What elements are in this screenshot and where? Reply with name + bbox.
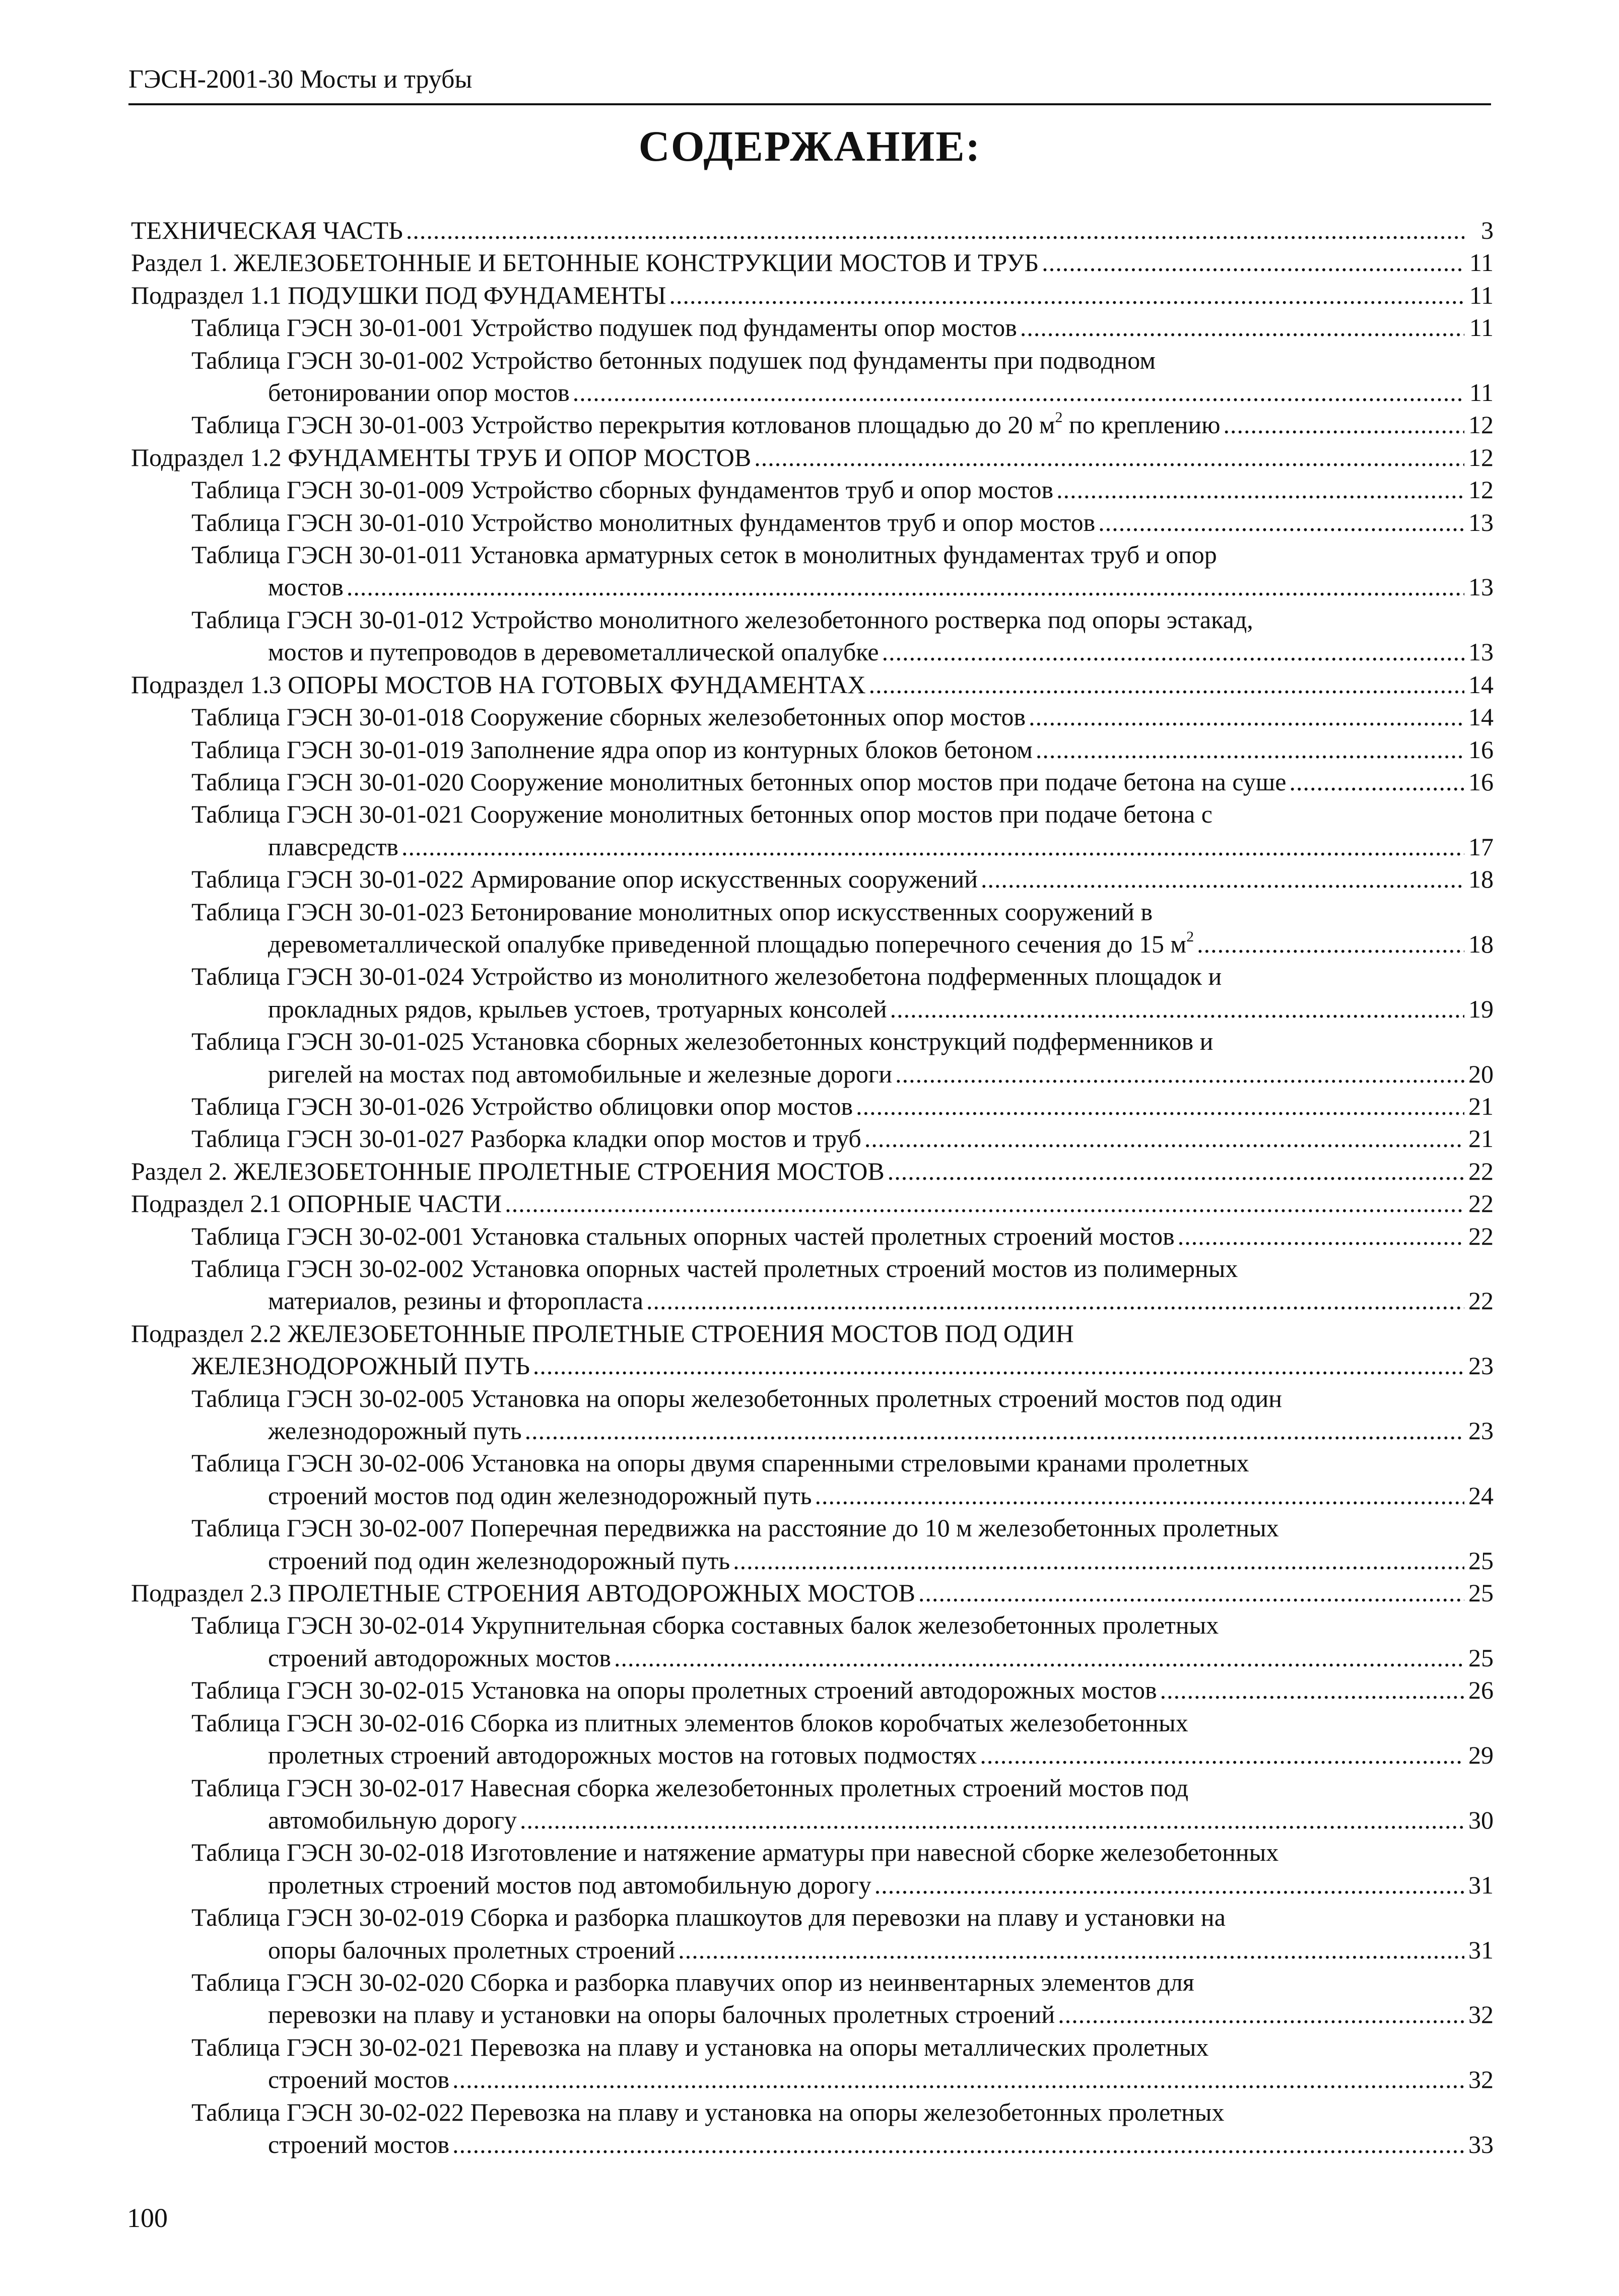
toc-line bbox=[131, 311, 1494, 344]
toc-line bbox=[131, 1479, 1494, 1512]
toc-entry-title: Подраздел 2.1 ОПОРНЫЕ ЧАСТИ bbox=[131, 1189, 502, 1218]
toc-line bbox=[131, 1512, 1494, 1544]
toc-section-entry bbox=[131, 1577, 1494, 1609]
toc-entry-title: Таблица ГЭСН 30-01-003 Устройство перекрытия котлованов площадью до 20 $м^2$ по креплению bbox=[191, 409, 1221, 439]
toc-line bbox=[131, 1252, 1494, 1285]
toc-entry-title: Таблица ГЭСН 30-01-012 Устройство монолитного железобетонного ростверка под опоры эстакад, bbox=[191, 605, 1253, 634]
toc-line bbox=[131, 1382, 1494, 1414]
toc-line bbox=[131, 1772, 1494, 1804]
toc-line bbox=[131, 1998, 1494, 2031]
toc-entry-title: Раздел 1. ЖЕЛЕЗОБЕТОННЫЕ И БЕТОННЫЕ КОНСТРУКЦИИ МОСТОВ И ТРУБ bbox=[131, 248, 1039, 277]
toc-dot-leader bbox=[401, 831, 1464, 863]
toc-entry-title: Таблица ГЭСН 30-02-007 Поперечная передвижка на расстояние до 10 м железобетонных пролетных bbox=[191, 1514, 1279, 1542]
toc-dot-leader bbox=[573, 376, 1464, 409]
toc-line bbox=[131, 1674, 1494, 1706]
toc-line bbox=[131, 1869, 1494, 1901]
toc-dot-leader bbox=[406, 214, 1464, 246]
toc-entry-title: Таблица ГЭСН 30-02-006 Установка на опоры двумя спаренными стреловыми кранами пролетных bbox=[191, 1449, 1249, 1477]
toc-dot-leader bbox=[895, 1058, 1464, 1090]
toc-line bbox=[131, 1285, 1494, 1317]
toc-entry-title: Таблица ГЭСН 30-01-001 Устройство подушек под фундаменты опор мостов bbox=[191, 313, 1017, 342]
toc-line bbox=[131, 1090, 1494, 1122]
toc-entry-title: Таблица ГЭСН 30-02-018 Изготовление и натяжение арматуры при навесной сборке железобетонных bbox=[191, 1838, 1279, 1867]
toc-page-number: 22 bbox=[1468, 1222, 1494, 1250]
toc-line bbox=[131, 636, 1494, 668]
toc-table-entry bbox=[131, 1025, 1494, 1090]
toc-line bbox=[131, 1804, 1494, 1836]
toc-page-number: 16 bbox=[1468, 735, 1494, 764]
toc-table-entry bbox=[131, 409, 1494, 441]
toc-line bbox=[131, 993, 1494, 1025]
toc-line bbox=[131, 603, 1494, 636]
toc-entry-title: Таблица ГЭСН 30-01-019 Заполнение ядра опор из контурных блоков бетоном bbox=[191, 735, 1033, 764]
toc-dot-leader bbox=[1224, 409, 1464, 441]
toc-dot-leader bbox=[347, 571, 1464, 603]
toc-line bbox=[131, 1577, 1494, 1609]
toc-entry-title: Таблица ГЭСН 30-01-009 Устройство сборных фундаментов труб и опор мостов bbox=[191, 476, 1054, 504]
toc-dot-leader bbox=[1290, 766, 1465, 798]
toc-line bbox=[131, 1058, 1494, 1090]
toc-section-entry bbox=[131, 1317, 1494, 1382]
toc-dot-leader bbox=[1020, 311, 1464, 344]
toc-table-entry bbox=[131, 1090, 1494, 1122]
toc-page-number: 12 bbox=[1468, 411, 1494, 439]
toc-entry-title: Таблица ГЭСН 30-02-017 Навесная сборка железобетонных пролетных строений мостов под bbox=[191, 1773, 1189, 1802]
toc-entry-title: строений автодорожных мостов bbox=[268, 1643, 612, 1672]
toc-table-entry bbox=[131, 1966, 1494, 2031]
toc-dot-leader bbox=[856, 1090, 1464, 1122]
toc-table-entry bbox=[131, 960, 1494, 1025]
toc-entry-title: строений мостов bbox=[268, 2130, 450, 2158]
toc-line bbox=[131, 928, 1494, 960]
toc-dot-leader bbox=[1036, 733, 1464, 766]
toc-page-number: 14 bbox=[1468, 703, 1494, 731]
header-rule bbox=[128, 103, 1491, 105]
toc-line bbox=[131, 668, 1494, 701]
toc-page-number: 18 bbox=[1468, 865, 1494, 894]
toc-entry-title: пролетных строений автодорожных мостов на готовых подмостях bbox=[268, 1741, 977, 1770]
toc-entry-title: бетонировании опор мостов bbox=[268, 378, 570, 407]
toc-entry-title: пролетных строений мостов под автомобильную дорогу bbox=[268, 1870, 871, 1899]
toc-table-entry bbox=[131, 1836, 1494, 1901]
toc-table-entry bbox=[131, 1901, 1494, 1966]
toc-page-number: 11 bbox=[1469, 248, 1494, 277]
toc-dot-leader bbox=[533, 1349, 1464, 1382]
toc-entry-title: ТЕХНИЧЕСКАЯ ЧАСТЬ bbox=[131, 216, 403, 244]
toc-line bbox=[131, 409, 1494, 441]
toc-page-number: 12 bbox=[1468, 443, 1494, 471]
toc-entry-title: Таблица ГЭСН 30-02-002 Установка опорных частей пролетных строений мостов из полимерных bbox=[191, 1254, 1238, 1282]
toc-entry-title: строений мостов под один железнодорожный путь bbox=[268, 1481, 812, 1510]
toc-dot-leader bbox=[888, 1155, 1464, 1187]
toc-line bbox=[131, 441, 1494, 474]
toc-table-entry bbox=[131, 474, 1494, 506]
toc-entry-title: прокладных рядов, крыльев устоев, тротуарных консолей bbox=[268, 994, 887, 1023]
toc-line bbox=[131, 1155, 1494, 1187]
toc-section-entry bbox=[131, 214, 1494, 246]
toc-section-entry bbox=[131, 668, 1494, 701]
toc-entry-title: Таблица ГЭСН 30-02-015 Установка на опоры пролетных строений автодорожных мостов bbox=[191, 1676, 1157, 1705]
toc-dot-leader bbox=[890, 993, 1464, 1025]
toc-page-number: 31 bbox=[1468, 1870, 1494, 1899]
toc-page-number: 13 bbox=[1468, 638, 1494, 666]
toc-line bbox=[131, 1901, 1494, 1933]
toc-dot-leader bbox=[1098, 506, 1464, 538]
toc-dot-leader bbox=[864, 1122, 1464, 1155]
toc-page-number: 11 bbox=[1469, 281, 1494, 309]
toc-dot-leader bbox=[452, 2063, 1464, 2096]
toc-entry-title: Таблица ГЭСН 30-02-021 Перевозка на плаву и установка на опоры металлических пролетных bbox=[191, 2033, 1209, 2061]
toc-dot-leader bbox=[505, 1187, 1464, 1220]
toc-dot-leader bbox=[1056, 474, 1464, 506]
toc-table-entry bbox=[131, 1447, 1494, 1512]
toc-table-entry bbox=[131, 311, 1494, 344]
page-number: 100 bbox=[127, 2203, 168, 2233]
toc-dot-leader bbox=[678, 1934, 1464, 1966]
toc-dot-leader bbox=[980, 1739, 1464, 1771]
toc-section-entry bbox=[131, 441, 1494, 474]
toc-entry-title: Таблица ГЭСН 30-01-010 Устройство монолитных фундаментов труб и опор мостов bbox=[191, 508, 1096, 536]
toc-page-number: 21 bbox=[1468, 1092, 1494, 1120]
toc-page-number: 11 bbox=[1469, 313, 1494, 342]
toc-dot-leader bbox=[646, 1285, 1464, 1317]
toc-table-entry bbox=[131, 896, 1494, 961]
toc-table-entry bbox=[131, 1772, 1494, 1837]
toc-page-number: 29 bbox=[1468, 1741, 1494, 1770]
toc-dot-leader bbox=[874, 1869, 1464, 1901]
toc-page-number: 22 bbox=[1468, 1157, 1494, 1185]
toc-entry-title: Раздел 2. ЖЕЛЕЗОБЕТОННЫЕ ПРОЛЕТНЫЕ СТРОЕНИЯ МОСТОВ bbox=[131, 1157, 885, 1185]
toc-entry-title: Таблица ГЭСН 30-01-025 Установка сборных железобетонных конструкций подферменников и bbox=[191, 1027, 1213, 1056]
toc-page-number: 16 bbox=[1468, 767, 1494, 796]
toc-entry-title: железнодорожный путь bbox=[268, 1416, 522, 1445]
toc-line bbox=[131, 766, 1494, 798]
toc-page-number: 13 bbox=[1468, 508, 1494, 536]
toc-dot-leader bbox=[1197, 928, 1464, 960]
toc-table-entry bbox=[131, 1674, 1494, 1706]
toc-page-number: 23 bbox=[1468, 1352, 1494, 1380]
toc-line bbox=[131, 1966, 1494, 1998]
toc-entry-title: Таблица ГЭСН 30-01-021 Сооружение монолитных бетонных опор мостов при подаче бетона с bbox=[191, 800, 1213, 829]
toc-page-number: 14 bbox=[1468, 670, 1494, 699]
toc-table-entry bbox=[131, 603, 1494, 668]
toc-entry-title: Таблица ГЭСН 30-01-023 Бетонирование монолитных опор искусственных сооружений в bbox=[191, 897, 1153, 926]
toc-line bbox=[131, 474, 1494, 506]
toc-line bbox=[131, 1187, 1494, 1220]
toc-dot-leader bbox=[981, 863, 1464, 895]
toc-line bbox=[131, 1349, 1494, 1382]
toc-entry-title: перевозки на плаву и установки на опоры балочных пролетных строений bbox=[268, 2000, 1055, 2029]
toc-page-number: 22 bbox=[1468, 1189, 1494, 1218]
toc-line bbox=[131, 1739, 1494, 1771]
toc-dot-leader bbox=[669, 279, 1464, 311]
toc-section-entry bbox=[131, 279, 1494, 311]
toc-entry-title: Таблица ГЭСН 30-02-014 Укрупнительная сборка составных балок железобетонных пролетных bbox=[191, 1611, 1219, 1640]
toc-entry-title: Таблица ГЭСН 30-01-020 Сооружение монолитных бетонных опор мостов при подаче бетона на суше bbox=[191, 767, 1287, 796]
toc-entry-title: Подраздел 1.3 ОПОРЫ МОСТОВ НА ГОТОВЫХ ФУНДАМЕНТАХ bbox=[131, 670, 866, 699]
toc-page-number: 25 bbox=[1468, 1579, 1494, 1607]
toc-dot-leader bbox=[1042, 246, 1464, 279]
toc-line bbox=[131, 2096, 1494, 2128]
toc-table-entry bbox=[131, 1252, 1494, 1317]
toc-page-number: 17 bbox=[1468, 832, 1494, 861]
toc-line bbox=[131, 1122, 1494, 1155]
toc-page-number: 25 bbox=[1468, 1546, 1494, 1575]
toc-page-number: 33 bbox=[1468, 2130, 1494, 2158]
toc-dot-leader bbox=[1058, 1998, 1464, 2031]
toc-page-number: 31 bbox=[1468, 1935, 1494, 1964]
toc-section-entry bbox=[131, 246, 1494, 279]
toc-entry-title: Таблица ГЭСН 30-02-019 Сборка и разборка плашкоутов для перевозки на плаву и установки на bbox=[191, 1903, 1226, 1932]
toc-page-number: 19 bbox=[1468, 994, 1494, 1023]
toc-table-entry bbox=[131, 1220, 1494, 1252]
toc-table-entry bbox=[131, 1609, 1494, 1674]
toc-section-entry bbox=[131, 1155, 1494, 1187]
toc-line bbox=[131, 1447, 1494, 1479]
toc-page-number: 13 bbox=[1468, 573, 1494, 601]
toc-page-number: 32 bbox=[1468, 2065, 1494, 2094]
toc-page-number: 11 bbox=[1469, 378, 1494, 407]
toc-dot-leader bbox=[525, 1414, 1464, 1447]
toc-line bbox=[131, 1414, 1494, 1447]
toc-entry-title: плавсредств bbox=[268, 832, 399, 861]
toc-line bbox=[131, 2063, 1494, 2096]
toc-entry-title: Таблица ГЭСН 30-01-024 Устройство из монолитного железобетона подферменных площадок и bbox=[191, 962, 1222, 991]
table-of-contents bbox=[131, 214, 1494, 2160]
toc-page-number: 30 bbox=[1468, 1805, 1494, 1834]
toc-page-number: 23 bbox=[1468, 1416, 1494, 1445]
toc-table-entry bbox=[131, 766, 1494, 798]
toc-line bbox=[131, 2128, 1494, 2160]
toc-dot-leader bbox=[754, 441, 1464, 474]
toc-entry-title: Таблица ГЭСН 30-02-001 Установка стальных опорных частей пролетных строений мостов bbox=[191, 1222, 1175, 1250]
toc-entry-title: Подраздел 1.1 ПОДУШКИ ПОД ФУНДАМЕНТЫ bbox=[131, 281, 666, 309]
toc-line bbox=[131, 506, 1494, 538]
toc-entry-title: строений под один железнодорожный путь bbox=[268, 1546, 730, 1575]
toc-entry-title: Подраздел 1.2 ФУНДАМЕНТЫ ТРУБ И ОПОР МОСТОВ bbox=[131, 443, 752, 471]
toc-page-number: 24 bbox=[1468, 1481, 1494, 1510]
toc-entry-title: Таблица ГЭСН 30-01-018 Сооружение сборных железобетонных опор мостов bbox=[191, 703, 1026, 731]
toc-entry-title: Таблица ГЭСН 30-02-022 Перевозка на плаву и установка на опоры железобетонных пролетных bbox=[191, 2098, 1225, 2126]
toc-entry-title: ригелей на мостах под автомобильные и железные дороги bbox=[268, 1059, 893, 1088]
toc-table-entry bbox=[131, 733, 1494, 766]
toc-entry-title: ЖЕЛЕЗНОДОРОЖНЫЙ ПУТЬ bbox=[191, 1352, 530, 1380]
toc-line bbox=[131, 896, 1494, 928]
toc-page-number: 32 bbox=[1468, 2000, 1494, 2029]
toc-table-entry bbox=[131, 506, 1494, 538]
page-title: СОДЕРЖАНИЕ: bbox=[638, 122, 981, 170]
toc-section-entry bbox=[131, 1187, 1494, 1220]
toc-line bbox=[131, 1544, 1494, 1577]
toc-line bbox=[131, 863, 1494, 895]
toc-table-entry bbox=[131, 1382, 1494, 1447]
toc-line bbox=[131, 279, 1494, 311]
toc-entry-title: Таблица ГЭСН 30-02-020 Сборка и разборка плавучих опор из неинвентарных элементов для bbox=[191, 1968, 1194, 1996]
toc-page-number: 26 bbox=[1468, 1676, 1494, 1705]
toc-line bbox=[131, 538, 1494, 571]
toc-table-entry bbox=[131, 2031, 1494, 2096]
toc-table-entry bbox=[131, 1707, 1494, 1772]
toc-dot-leader bbox=[1160, 1674, 1464, 1706]
toc-entry-title: строений мостов bbox=[268, 2065, 450, 2094]
toc-entry-title: Таблица ГЭСН 30-01-026 Устройство облицовки опор мостов bbox=[191, 1092, 853, 1120]
toc-line bbox=[131, 798, 1494, 830]
toc-page-number: 18 bbox=[1468, 929, 1494, 958]
toc-entry-title: Таблица ГЭСН 30-01-011 Установка арматурных сеток в монолитных фундаментах труб и опор bbox=[191, 541, 1217, 569]
toc-entry-title: мостов и путепроводов в деревометаллической опалубке bbox=[268, 638, 879, 666]
toc-line bbox=[131, 246, 1494, 279]
toc-table-entry bbox=[131, 863, 1494, 895]
toc-entry-title: Таблица ГЭСН 30-02-005 Установка на опоры железобетонных пролетных строений мостов под один bbox=[191, 1384, 1283, 1412]
toc-line bbox=[131, 1836, 1494, 1868]
toc-entry-title: автомобильную дорогу bbox=[268, 1805, 517, 1834]
toc-dot-leader bbox=[733, 1544, 1464, 1577]
toc-entry-title: материалов, резины и фторопласта bbox=[268, 1287, 643, 1315]
toc-line bbox=[131, 1707, 1494, 1739]
toc-entry-title: Таблица ГЭСН 30-02-016 Сборка из плитных элементов блоков коробчатых железобетонных bbox=[191, 1708, 1188, 1737]
toc-line bbox=[131, 376, 1494, 409]
toc-entry-title: опоры балочных пролетных строений bbox=[268, 1935, 676, 1964]
toc-table-entry bbox=[131, 538, 1494, 603]
toc-line bbox=[131, 1642, 1494, 1674]
toc-line bbox=[131, 1934, 1494, 1966]
toc-entry-title: Подраздел 2.2 ЖЕЛЕЗОБЕТОННЫЕ ПРОЛЕТНЫЕ СТРОЕНИЯ МОСТОВ ПОД ОДИН bbox=[131, 1319, 1074, 1347]
toc-dot-leader bbox=[614, 1642, 1464, 1674]
toc-line bbox=[131, 733, 1494, 766]
toc-line bbox=[131, 701, 1494, 733]
toc-line bbox=[131, 1025, 1494, 1057]
toc-table-entry bbox=[131, 344, 1494, 409]
toc-line bbox=[131, 1609, 1494, 1641]
toc-dot-leader bbox=[815, 1479, 1464, 1512]
toc-dot-leader bbox=[1029, 701, 1464, 733]
toc-dot-leader bbox=[452, 2128, 1464, 2160]
toc-entry-title: деревометаллической опалубке приведенной площадью поперечного сечения до 15 $м^2$ bbox=[268, 928, 1194, 958]
toc-dot-leader bbox=[1178, 1220, 1464, 1252]
running-header: ГЭСН-2001-30 Мосты и трубы bbox=[128, 65, 473, 94]
toc-line bbox=[131, 2031, 1494, 2063]
toc-line bbox=[131, 831, 1494, 863]
toc-table-entry bbox=[131, 1122, 1494, 1155]
toc-table-entry bbox=[131, 798, 1494, 863]
toc-line bbox=[131, 1317, 1494, 1349]
toc-table-entry bbox=[131, 701, 1494, 733]
toc-dot-leader bbox=[918, 1577, 1464, 1609]
toc-dot-leader bbox=[869, 668, 1464, 701]
toc-table-entry bbox=[131, 1512, 1494, 1577]
toc-dot-leader bbox=[520, 1804, 1464, 1836]
toc-entry-title: Таблица ГЭСН 30-01-022 Армирование опор искусственных сооружений bbox=[191, 865, 978, 894]
toc-page-number: 25 bbox=[1468, 1643, 1494, 1672]
toc-table-entry bbox=[131, 2096, 1494, 2161]
toc-entry-title: Таблица ГЭСН 30-01-002 Устройство бетонных подушек под фундаменты при подводном bbox=[191, 346, 1156, 374]
toc-entry-title: Таблица ГЭСН 30-01-027 Разборка кладки опор мостов и труб bbox=[191, 1124, 861, 1153]
toc-line bbox=[131, 571, 1494, 603]
toc-entry-title: мостов bbox=[268, 573, 344, 601]
toc-line bbox=[131, 344, 1494, 376]
toc-page-number: 21 bbox=[1468, 1124, 1494, 1153]
toc-page-number: 12 bbox=[1468, 476, 1494, 504]
toc-line bbox=[131, 214, 1494, 246]
toc-page-number: 22 bbox=[1468, 1287, 1494, 1315]
toc-page-number: 20 bbox=[1468, 1059, 1494, 1088]
toc-line bbox=[131, 1220, 1494, 1252]
toc-entry-title: Подраздел 2.3 ПРОЛЕТНЫЕ СТРОЕНИЯ АВТОДОРОЖНЫХ МОСТОВ bbox=[131, 1579, 915, 1607]
toc-line bbox=[131, 960, 1494, 992]
toc-page-number: 3 bbox=[1481, 216, 1494, 244]
toc-dot-leader bbox=[882, 636, 1464, 668]
